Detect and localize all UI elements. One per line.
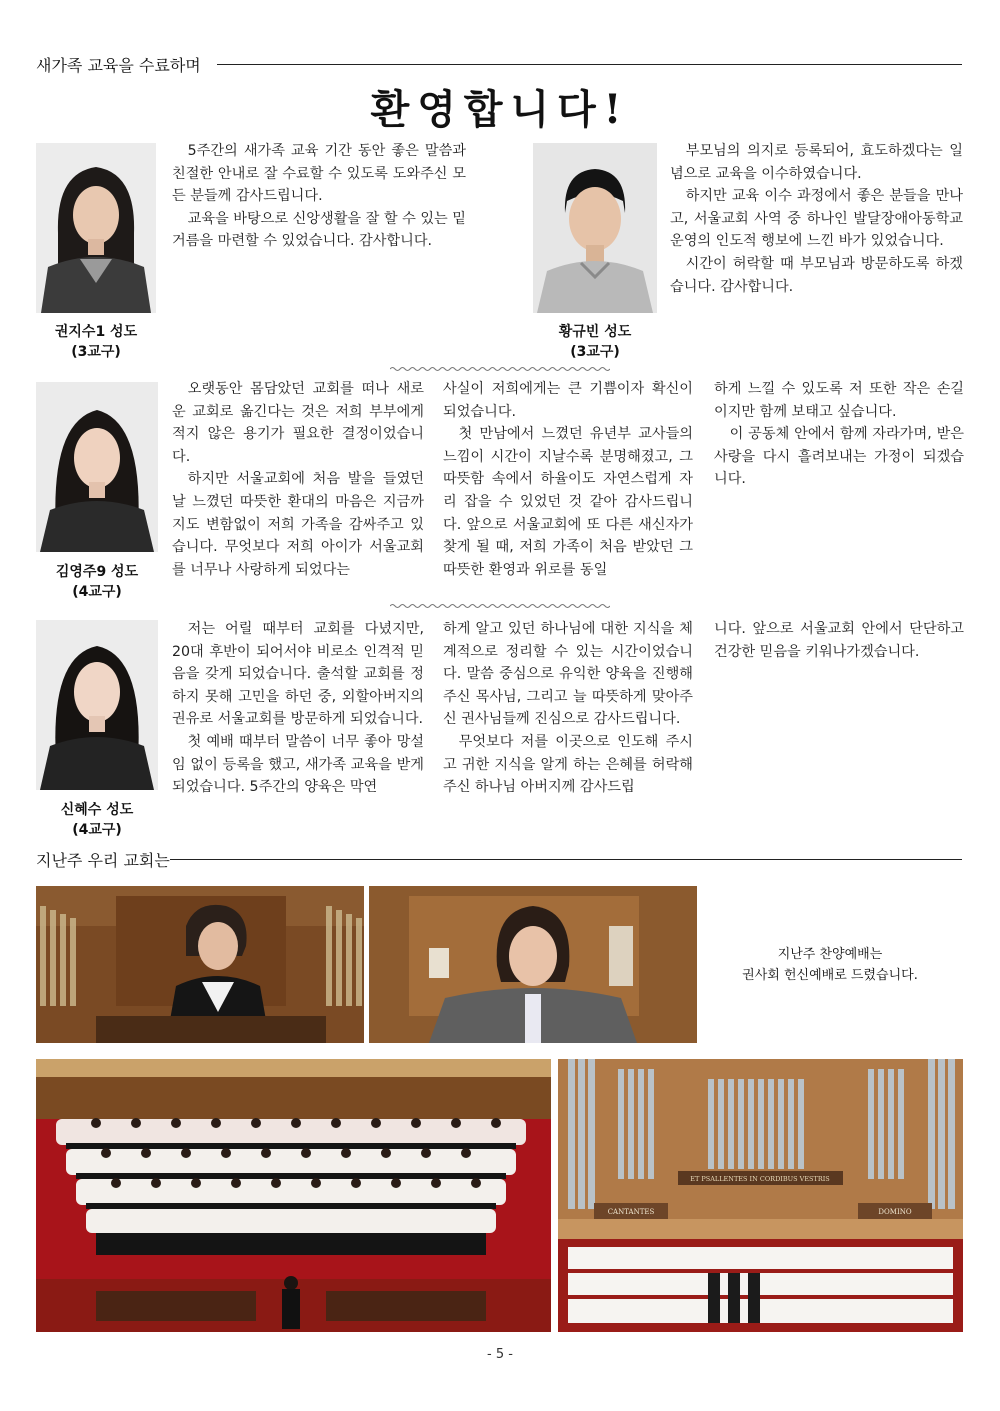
member-parish-text: (3교구) xyxy=(71,344,121,360)
member-name-3 xyxy=(35,562,159,602)
welcome-title: 환영합니다! xyxy=(370,86,630,133)
member-photo-3 xyxy=(36,382,158,552)
wavy-divider xyxy=(390,603,610,609)
member-testimony-3-col3 xyxy=(714,378,964,491)
paragraph: 하게 느낄 수 있도록 저 또한 작은 손길이지만 함께 보태고 싶습니다. xyxy=(714,381,964,420)
paragraph: 5주간의 새가족 교육 기간 동안 좋은 말씀과 친절한 안내로 잘 수료할 수 있도록 도와주신 모든 분들께 감사드립니다. xyxy=(172,143,466,205)
member-testimony-1 xyxy=(172,140,466,253)
member-testimony-3-col2 xyxy=(443,378,693,581)
member-name-text: 김영주9 성도 xyxy=(55,564,139,580)
worship-photo-speaker-2 xyxy=(369,886,697,1043)
section-divider xyxy=(217,64,962,65)
paragraph: 하게 알고 있던 하나님에 대한 지식을 체계적으로 정리할 수 있는 시간이었습니다. 말씀 중심으로 유익한 양육을 진행해 주신 목사님, 그리고 늘 따뜻하게 맞아주신 권사님들께 진심으로 감사드립니다. xyxy=(443,621,693,728)
paragraph: 오랫동안 몸담았던 교회를 떠나 새로운 교회로 옮긴다는 것은 저희 부부에게 적지 않은 용기가 필요한 결정이었습니다. xyxy=(172,381,424,465)
member-name-4 xyxy=(35,800,159,840)
paragraph: 무엇보다 저를 이곳으로 인도해 주시고 귀한 지식을 알게 하는 은혜를 허락해 주신 하나님 아버지께 감사드립 xyxy=(443,733,693,796)
member-testimony-4-col2 xyxy=(443,618,693,799)
member-name-text: 권지수1 성도 xyxy=(54,324,138,340)
member-photo-4 xyxy=(36,620,158,790)
member-name-1 xyxy=(34,322,158,362)
member-testimony-3-col1 xyxy=(172,378,424,581)
paragraph: 니다. 앞으로 서울교회 안에서 단단하고 건강한 믿음을 키워나가겠습니다. xyxy=(714,621,964,660)
section-heading-last-week: 지난주 우리 교회는 xyxy=(36,851,170,870)
paragraph: 시간이 허락할 때 부모님과 방문하도록 하겠습니다. 감사합니다. xyxy=(670,255,963,295)
paragraph: 첫 예배 때부터 말씀이 너무 좋아 망설임 없이 등록을 했고, 새가족 교육을 받게 되었습니다. 5주간의 양육은 막연 xyxy=(172,733,424,796)
member-parish-text: (4교구) xyxy=(72,584,122,600)
member-photo-1 xyxy=(36,143,156,313)
wavy-divider xyxy=(390,366,610,372)
organ-sign-right: DOMINO xyxy=(878,1208,912,1216)
paragraph: 교육을 바탕으로 신앙생활을 잘 할 수 있는 밑거름을 마련할 수 있었습니다. 감사합니다. xyxy=(172,210,466,250)
section-divider xyxy=(170,859,962,860)
paragraph: 부모님의 의지로 등록되어, 효도하겠다는 일념으로 교육을 이수하였습니다. xyxy=(670,143,963,182)
section-heading-new-members: 새가족 교육을 수료하며 xyxy=(36,56,201,75)
member-photo-2 xyxy=(533,143,657,313)
member-name-text: 황규빈 성도 xyxy=(558,324,632,340)
organ-banner-text: ET PSALLENTES IN CORDIBUS VESTRIS xyxy=(690,1175,830,1183)
paragraph: 첫 만남에서 느꼈던 유년부 교사들의 느낌이 시간이 지날수록 분명해졌고, 그 따뜻함 속에서 하율이도 자연스럽게 자리 잡을 수 있었던 것 같아 감사드립니다. 앞으로 서울교회에 또 다른 새신자가 찾게 될 때, 저희 가족이 처음 받았던 그 따뜻한 환영과 위로를 동일 xyxy=(443,426,693,578)
paragraph: 하지만 교육 이수 과정에서 좋은 분들을 만나고, 서울교회 사역 중 하나인 발달장애아동학교 운영의 인도적 행보에 느낀 바가 있었습니다. xyxy=(670,188,963,250)
member-testimony-4-col1 xyxy=(172,618,424,799)
worship-photo-choir xyxy=(36,1059,551,1332)
page-number: - 5 - xyxy=(487,1347,513,1362)
member-testimony-2 xyxy=(670,140,963,298)
member-testimony-4-col3 xyxy=(714,618,964,663)
worship-caption xyxy=(706,944,954,986)
member-name-2 xyxy=(533,322,657,362)
member-name-text: 신혜수 성도 xyxy=(60,802,134,818)
paragraph: 사실이 저희에게는 큰 기쁨이자 확신이 되었습니다. xyxy=(443,381,693,420)
paragraph: 저는 어릴 때부터 교회를 다녔지만, 20대 후반이 되어서야 비로소 인격적 믿음을 갖게 되었습니다. 출석할 교회를 정하지 못해 고민을 하던 중, 외할아버지의 권유로 서울교회를 방문하게 되었습니다. xyxy=(172,621,424,728)
worship-photo-choir-organ xyxy=(558,1059,963,1332)
worship-photo-speaker-1 xyxy=(36,886,364,1043)
member-parish-text: (4교구) xyxy=(72,822,122,838)
paragraph: 이 공동체 안에서 함께 자라가며, 받은 사랑을 다시 흘려보내는 가정이 되겠습니다. xyxy=(714,426,964,488)
caption-line: 지난주 찬양예배는 xyxy=(777,947,883,962)
caption-line: 권사회 헌신예배로 드렸습니다. xyxy=(742,968,918,983)
member-parish-text: (3교구) xyxy=(570,344,620,360)
organ-sign-left: CANTANTES xyxy=(607,1208,655,1216)
paragraph: 하지만 서울교회에 처음 발을 들였던 날 느꼈던 따뜻한 환대의 마음은 지금까지도 변함없이 저희 가족을 감싸주고 있습니다. 무엇보다 저희 아이가 서울교회를 너무나 사랑하게 되었다는 xyxy=(172,471,424,578)
